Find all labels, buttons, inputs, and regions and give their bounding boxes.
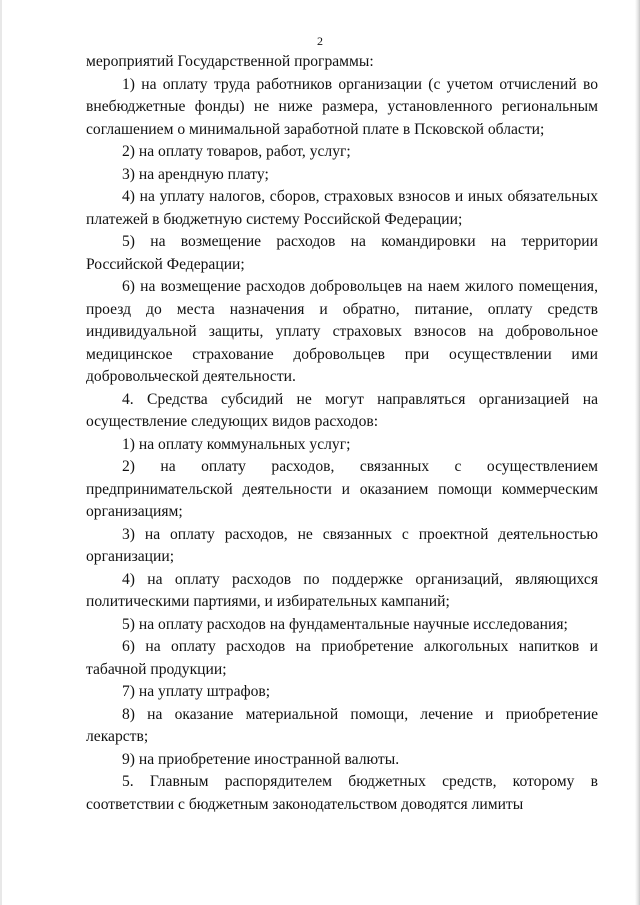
list-item-restriction-3: 3) на оплату расходов, не связанных с проектной деятельностью организации;	[86, 525, 598, 565]
list-item-restriction-7: 7) на уплату штрафов;	[122, 683, 271, 700]
section-4-heading-paragraph: 4. Средства субсидий не могут направляться организацией на осуществление следующих видов расходов:	[86, 390, 598, 430]
list-item-funding-5: 5) на возмещение расходов на командировки на территории Российской Федерации;	[86, 233, 598, 273]
document-body	[86, 51, 598, 816]
list-item-funding-6: 6) на возмещение расходов добровольцев на наем жилого помещения, проезд до места назначения и обратно, питание, оплату средств индивидуальной защиты, уплату страховых взносов на добровольное медицинское страхование добровольцев при осуществлении ими добровольческой деятельности.	[86, 278, 598, 385]
page-right-edge-shadow	[635, 0, 640, 905]
page-left-edge	[0, 0, 2, 905]
list-item-restriction-2: 2) на оплату расходов, связанных с осуществлением предпринимательской деятельности и оказанием помощи коммерческим организациям;	[86, 458, 598, 520]
paragraph-intro: мероприятий Государственной программы:	[86, 53, 374, 70]
section-5-paragraph: 5. Главным распорядителем бюджетных средств, которому в соответствии с бюджетным законодательством доводятся лимиты	[86, 773, 598, 813]
page-number: 2	[317, 34, 323, 48]
list-item-restriction-8: 8) на оказание материальной помощи, лечение и приобретение лекарств;	[86, 705, 598, 745]
list-item-restriction-1: 1) на оплату коммунальных услуг;	[122, 435, 351, 453]
list-item-restriction-9: 9) на приобретение иностранной валюты.	[122, 750, 400, 768]
list-item-restriction-6: 6) на оплату расходов на приобретение алкогольных напитков и табачной продукции;	[86, 638, 598, 678]
list-item-funding-2: 2) на оплату товаров, работ, услуг;	[122, 143, 351, 160]
list-item-funding-1: 1) на оплату труда работников организации (с учетом отчислений во внебюджетные фонды) не ниже размера, установленного региональным соглашением о минимальной заработной плате в Псковской области;	[86, 75, 598, 138]
list-item-restriction-5: 5) на оплату расходов на фундаментальные научные исследования;	[122, 615, 568, 633]
list-item-funding-4: 4) на уплату налогов, сборов, страховых взносов и иных обязательных платежей в бюджетную систему Российской Федерации;	[86, 188, 598, 228]
list-item-funding-3: 3) на арендную плату;	[122, 165, 269, 183]
list-item-restriction-4: 4) на оплату расходов по поддержке организаций, являющихся политическими партиями, и избирательных кампаний;	[86, 570, 598, 610]
